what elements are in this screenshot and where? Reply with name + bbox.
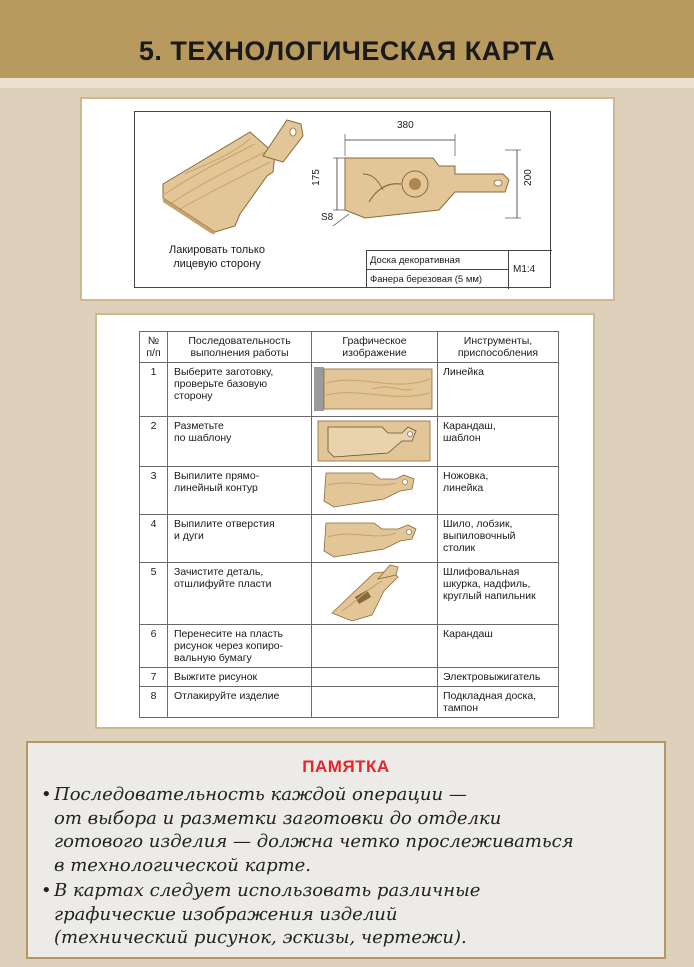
row-num: 1: [140, 363, 168, 417]
dim-height-left: 175: [310, 169, 322, 186]
row-tools: [438, 515, 559, 563]
step-line: линейный контур: [174, 482, 258, 494]
tech-table-panel: [95, 313, 595, 729]
header-tools-line2: приспособления: [457, 347, 539, 359]
title-block-scale: М1:4: [508, 251, 553, 289]
row-num: 6: [140, 625, 168, 668]
table-row: [140, 625, 559, 668]
step-line: Разметьте: [174, 420, 224, 432]
table-row: [140, 563, 559, 625]
tool-line: Линейка: [443, 366, 484, 378]
header-step-line2: выполнения работы: [190, 347, 289, 359]
table-row: [140, 467, 559, 515]
dim-length: 380: [397, 120, 414, 131]
memo-line: (технический рисунок, эскизы, чертежи).: [54, 927, 467, 948]
memo-box: [26, 741, 666, 959]
row-num: 5: [140, 563, 168, 625]
table-row: [140, 515, 559, 563]
row-num: 2: [140, 417, 168, 467]
row-tools: [438, 687, 559, 718]
step-line: отшлифуйте пласти: [174, 578, 272, 590]
tool-line: Шлифовальная: [443, 566, 520, 578]
memo-line: Последовательность каждой операции —: [54, 784, 467, 805]
memo-line: графические изображения изделий: [54, 903, 398, 925]
header-image-line2: изображение: [342, 347, 407, 359]
row-image: [312, 467, 438, 515]
dim-height-right: 200: [522, 169, 534, 186]
memo-item: [41, 879, 654, 950]
tool-line: Шило, лобзик,: [443, 518, 513, 530]
row-step: [168, 363, 312, 417]
step-line: Зачистите деталь,: [174, 566, 264, 578]
row-step: [168, 515, 312, 563]
header-step-line1: Последовательность: [188, 335, 291, 347]
header-strip: [0, 78, 694, 88]
step-line: по шаблону: [174, 432, 232, 444]
row-tools: [438, 417, 559, 467]
header-image: [312, 332, 438, 363]
step-line: Выпилите прямо-: [174, 470, 260, 482]
row-image: [312, 687, 438, 718]
step-line: Выпилите отверстия: [174, 518, 275, 530]
step-line: рисунок через копиро-: [174, 640, 284, 652]
tool-line: круглый напильник: [443, 590, 536, 602]
drawing-frame: [134, 111, 551, 288]
header-num-line1: №: [147, 335, 160, 347]
step-line: Выжгите рисунок: [174, 671, 258, 683]
memo-line: от выбора и разметки заготовки до отделки: [54, 807, 502, 829]
row-num: 8: [140, 687, 168, 718]
blank-board-image: [312, 363, 436, 415]
row-image: [312, 363, 438, 417]
row-image: [312, 563, 438, 625]
row-tools: [438, 625, 559, 668]
drawing-note-line1: Лакировать только: [169, 244, 265, 256]
table-row: [140, 687, 559, 718]
tool-line: Подкладная доска,: [443, 690, 537, 702]
row-tools: [438, 363, 559, 417]
row-tools: [438, 467, 559, 515]
bullet-icon: •: [41, 880, 52, 901]
drawing-panel: [80, 97, 615, 301]
row-step: [168, 467, 312, 515]
header-step: [168, 332, 312, 363]
tool-line: тампон: [443, 702, 479, 714]
row-image: [312, 417, 438, 467]
step-line: и дуги: [174, 530, 204, 542]
tech-table: [139, 331, 559, 718]
tool-line: столик: [443, 542, 476, 554]
title-block-name: Доска декоративная: [367, 251, 508, 270]
tool-line: Электровыжигатель: [443, 671, 541, 683]
header-tools: [438, 332, 559, 363]
memo-line: В картах следует использовать различные: [54, 880, 481, 901]
header-num: [140, 332, 168, 363]
board-isometric-drawing: [155, 114, 305, 234]
step-line: Отлакируйте изделие: [174, 690, 280, 702]
memo-item: [41, 783, 654, 877]
tool-line: выпиловочный: [443, 530, 516, 542]
header-tools-line1: Инструменты,: [463, 335, 533, 347]
dim-thickness: S8: [321, 212, 334, 223]
header-num-line2: п/п: [146, 347, 161, 359]
step-line: сторону: [174, 390, 213, 402]
row-num: 3: [140, 467, 168, 515]
row-image: [312, 625, 438, 668]
tool-line: шаблон: [443, 432, 481, 444]
row-step: [168, 625, 312, 668]
memo-title: ПАМЯТКА: [302, 757, 390, 776]
table-row: [140, 668, 559, 687]
title-block: [366, 250, 552, 288]
memo-line: в технологической карте.: [54, 854, 312, 876]
step-line: Перенесите на пласть: [174, 628, 284, 640]
holes-cut-image: [312, 515, 436, 561]
table-row: [140, 417, 559, 467]
header-image-line1: Графическое: [342, 335, 407, 347]
row-image: [312, 515, 438, 563]
table-row: [140, 363, 559, 417]
step-line: проверьте базовую: [174, 378, 268, 390]
row-step: [168, 668, 312, 687]
drawing-note-line2: лицевую сторону: [173, 258, 261, 270]
row-step: [168, 687, 312, 718]
table-header-row: [140, 332, 559, 363]
tool-line: Карандаш,: [443, 420, 496, 432]
row-tools: [438, 563, 559, 625]
row-image: [312, 668, 438, 687]
row-num: 7: [140, 668, 168, 687]
memo-line: готового изделия — должна четко прослеживаться: [54, 831, 574, 852]
tool-line: шкурка, надфиль,: [443, 578, 531, 590]
drawing-note: [157, 243, 277, 271]
board-dimension-drawing: [305, 122, 545, 232]
tool-line: Карандаш: [443, 628, 493, 640]
row-step: [168, 417, 312, 467]
sanding-image: [312, 563, 436, 623]
marking-template-image: [312, 417, 436, 465]
row-step: [168, 563, 312, 625]
row-num: 4: [140, 515, 168, 563]
tool-line: линейка: [443, 482, 484, 494]
step-line: Выберите заготовку,: [174, 366, 274, 378]
row-tools: [438, 668, 559, 687]
title-block-material: Фанера березовая (5 мм): [370, 274, 483, 285]
step-line: вальную бумагу: [174, 652, 252, 664]
bullet-icon: •: [41, 784, 52, 805]
sawn-contour-image: [312, 467, 436, 513]
tool-line: Ножовка,: [443, 470, 489, 482]
page-title: 5. ТЕХНОЛОГИЧЕСКАЯ КАРТА: [138, 36, 556, 66]
